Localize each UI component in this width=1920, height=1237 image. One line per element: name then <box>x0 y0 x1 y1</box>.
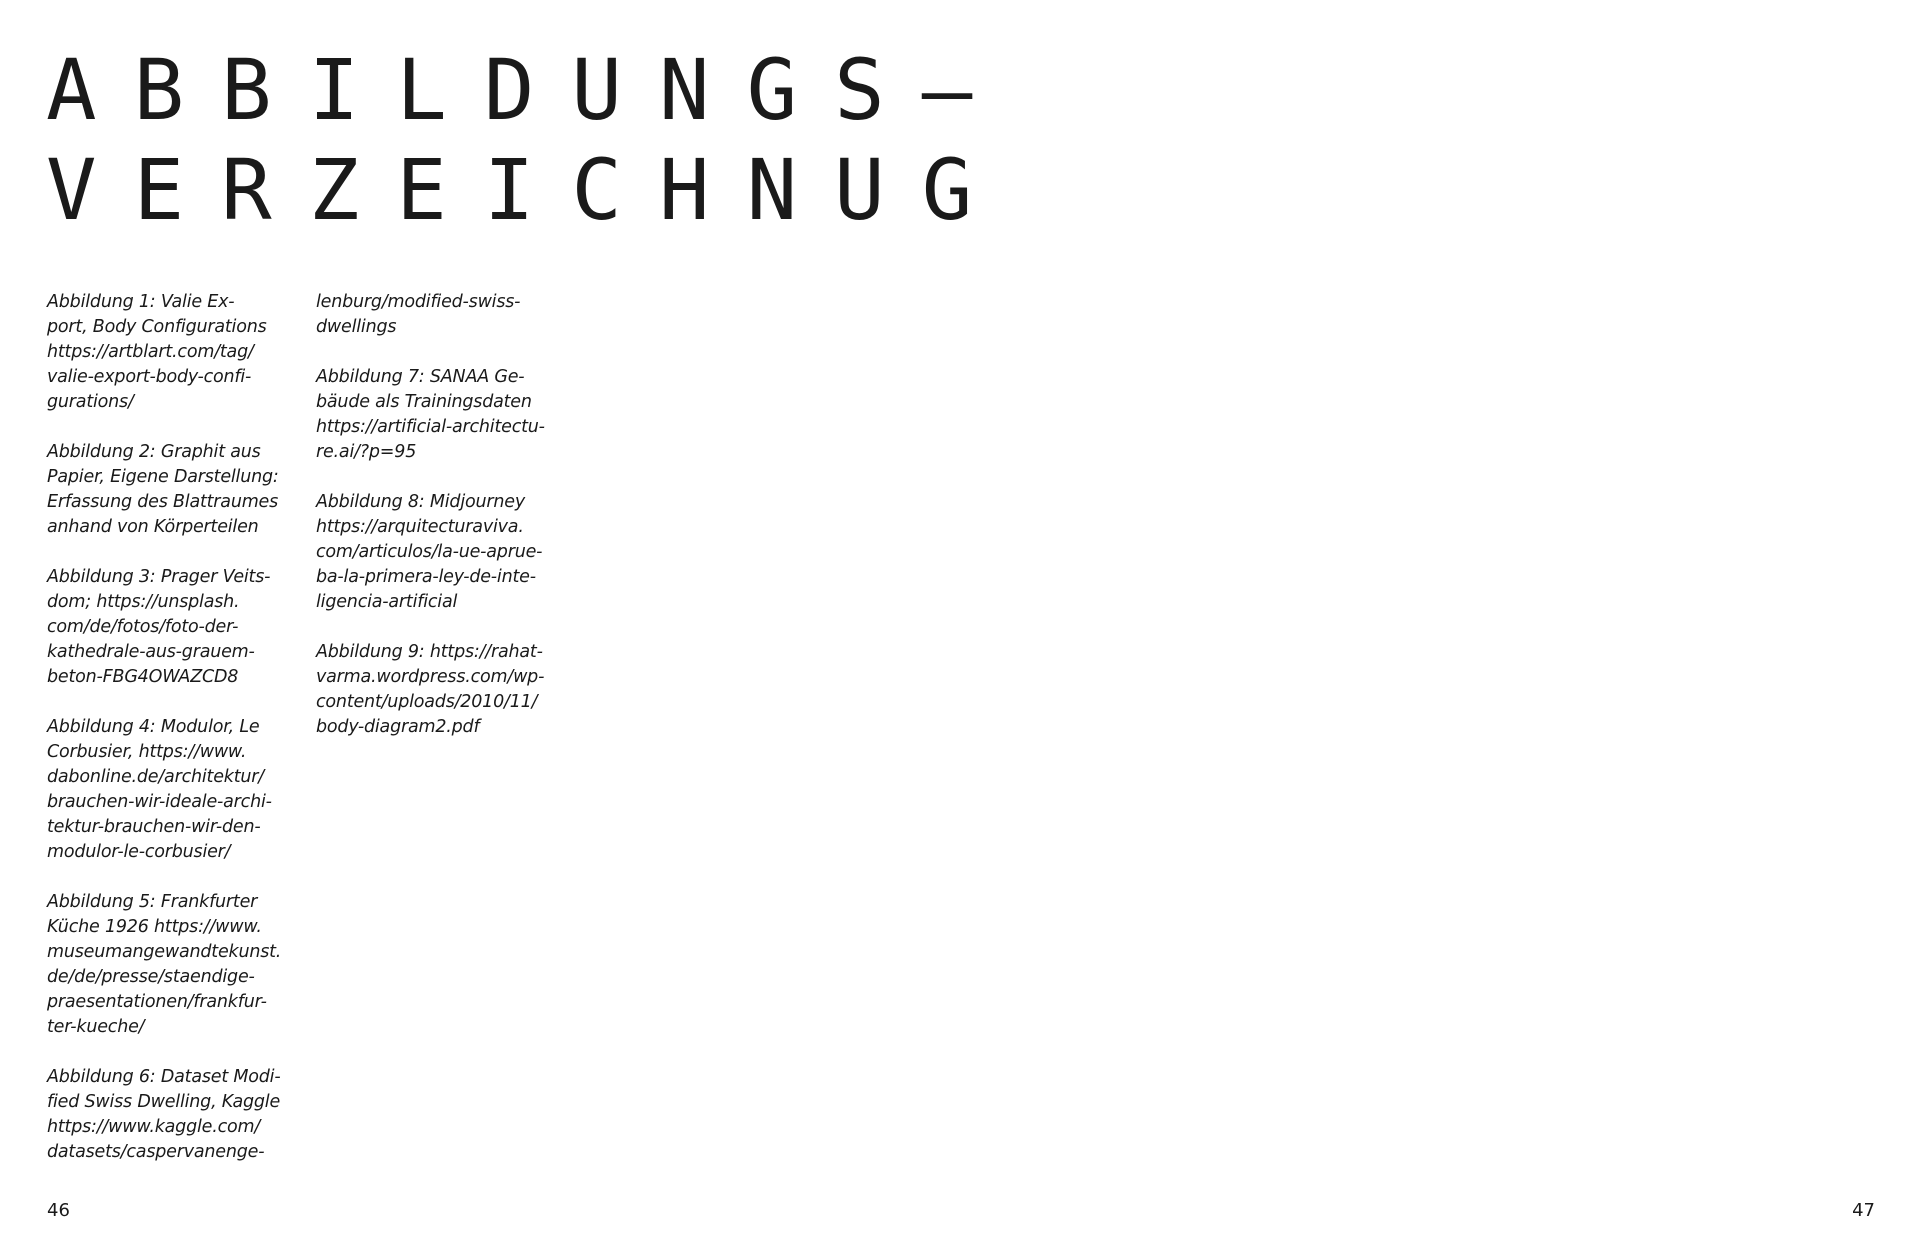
figure-list-line: brauchen-wir-ideale-archi- <box>47 792 272 812</box>
figure-list-line: Corbusier, https://www. <box>47 742 247 762</box>
figure-list-line: Abbildung 2: Graphit aus <box>47 442 261 462</box>
figure-list-column-1 <box>47 290 317 1165</box>
figure-list-line: valie-export-body-confi- <box>47 367 252 387</box>
figure-list-line: Küche 1926 https://www. <box>47 917 262 937</box>
figure-list-line: com/de/fotos/foto-der- <box>47 617 239 637</box>
paragraph-gap <box>47 540 317 565</box>
title-line-1: ABBILDUNGS– <box>46 41 1010 139</box>
figure-list-line: varma.wordpress.com/wp- <box>316 667 545 687</box>
paragraph-gap <box>316 465 586 490</box>
figure-list-line: Abbildung 9: https://rahat- <box>316 642 543 662</box>
paragraph-gap <box>316 340 586 365</box>
figure-list-column-2 <box>316 290 586 740</box>
figure-list-line: re.ai/?p=95 <box>316 442 417 462</box>
paragraph-gap <box>316 615 586 640</box>
figure-list-line: body-diagram2.pdf <box>316 717 480 737</box>
figure-list-line: Papier, Eigene Darstellung: <box>47 467 279 487</box>
paragraph-gap <box>47 865 317 890</box>
figure-list-line: de/de/presse/staendige- <box>47 967 255 987</box>
figure-list-line: kathedrale-aus-grauem- <box>47 642 255 662</box>
figure-list-line: beton-FBG4OWAZCD8 <box>47 667 239 687</box>
figure-list-line: Abbildung 7: SANAA Ge- <box>316 367 525 387</box>
figure-list-line: anhand von Körperteilen <box>47 517 259 537</box>
title-line-2: VERZEICHNUG <box>46 141 1010 239</box>
figure-list-line: Abbildung 3: Prager Veits- <box>47 567 271 587</box>
figure-list-line: modulor-le-corbusier/ <box>47 842 231 862</box>
figure-list-line: Erfassung des Blattraumes <box>47 492 279 512</box>
page-number-right: 47 <box>1852 1200 1875 1221</box>
figure-list-line: tektur-brauchen-wir-den- <box>47 817 261 837</box>
figure-list-line: ligencia-artificial <box>316 592 458 612</box>
figure-list-line: dwellings <box>316 317 397 337</box>
figure-list-line: https://arquitecturaviva. <box>316 517 524 537</box>
figure-list-line: fied Swiss Dwelling, Kaggle <box>47 1092 281 1112</box>
figure-list-line: datasets/caspervanenge- <box>47 1142 265 1162</box>
figure-list-line: https://artificial-architectu- <box>316 417 545 437</box>
figure-list-line: Abbildung 5: Frankfurter <box>47 892 258 912</box>
figure-list-line: dabonline.de/architektur/ <box>47 767 264 787</box>
figure-list-line: gurations/ <box>47 392 134 412</box>
figure-list-line: lenburg/modified-swiss- <box>316 292 521 312</box>
page-title <box>46 40 1010 240</box>
figure-list-line: praesentationen/frankfur- <box>47 992 267 1012</box>
figure-list-line: https://www.kaggle.com/ <box>47 1117 261 1137</box>
figure-list-line: Abbildung 6: Dataset Modi- <box>47 1067 281 1087</box>
figure-list-line: Abbildung 1: Valie Ex- <box>47 292 235 312</box>
page-number-left: 46 <box>47 1200 70 1221</box>
figure-list-line: com/articulos/la-ue-aprue- <box>316 542 543 562</box>
figure-list-line: Abbildung 8: Midjourney <box>316 492 526 512</box>
figure-list-line: Abbildung 4: Modulor, Le <box>47 717 260 737</box>
figure-list-line: bäude als Trainingsdaten <box>316 392 532 412</box>
paragraph-gap <box>47 690 317 715</box>
figure-list-line: museumangewandtekunst. <box>47 942 282 962</box>
figure-list-line: port, Body Configurations <box>47 317 267 337</box>
figure-list-line: dom; https://unsplash. <box>47 592 240 612</box>
paragraph-gap <box>47 1040 317 1065</box>
paragraph-gap <box>47 415 317 440</box>
figure-list-line: ter-kueche/ <box>47 1017 145 1037</box>
figure-list-line: content/uploads/2010/11/ <box>316 692 538 712</box>
figure-list-line: ba-la-primera-ley-de-inte- <box>316 567 536 587</box>
figure-list-line: https://artblart.com/tag/ <box>47 342 254 362</box>
